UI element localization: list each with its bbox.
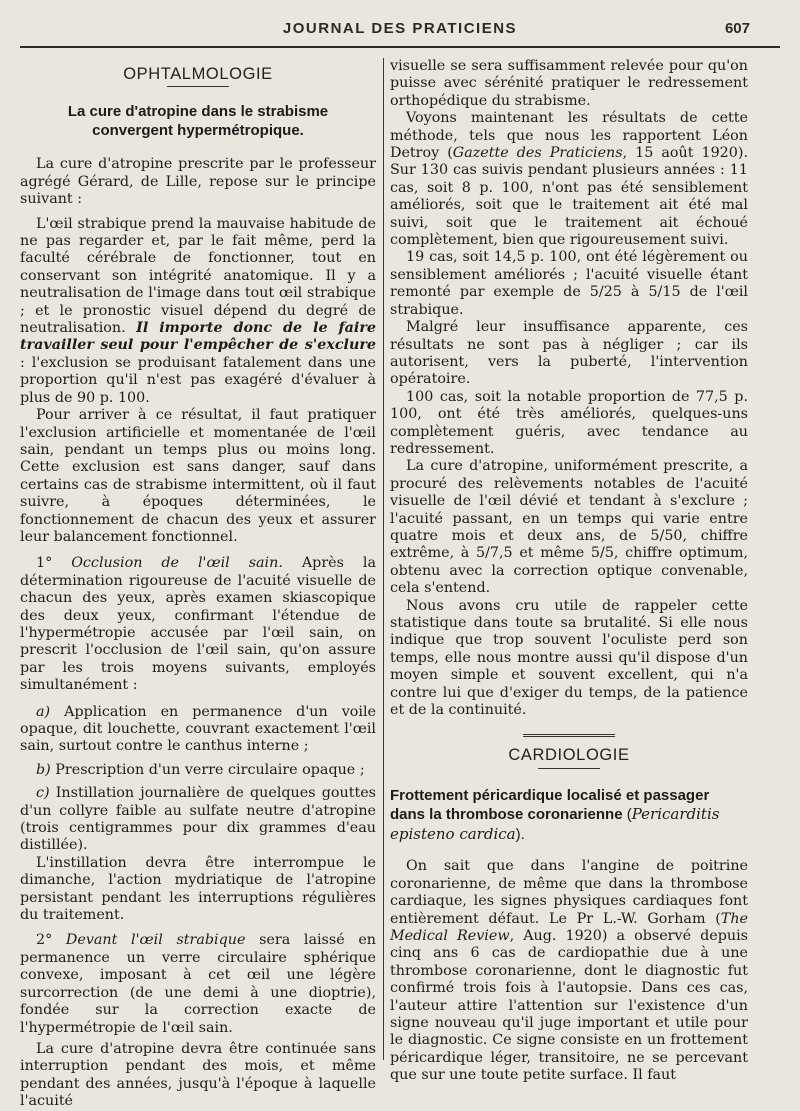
paragraph: Pour arriver à ce résultat, il faut pratiquer l'exclusion artificielle et momentanée de l'œil sain, pendant un temps plus ou moins long. Cette exclusion est sans danger, sauf dans certains cas de strabisme intermittent, où il faut suivre, à époques déterminées, le fonctionnement de chacun des yeux et assurer leur balancement fonctionnel.: [20, 407, 376, 545]
paragraph: 100 cas, soit la notable proportion de 77,5 p. 100, ont été très améliorés, quelques-uns complètement guéris, avec tendance au redressement.: [390, 388, 748, 457]
paragraph: Nous avons cru utile de rappeler cette statistique dans toute sa brutalité. Si elle nous indique que trop souvent l'oculiste perd son temps, elle nous montre aussi qu'il dispose d'un moyen simple et souvent excellent, qui n'a contre lui que d'exiger du temps, de la patience et de la continuité.: [390, 597, 748, 719]
article-title-frottement: Frottement péricardique localisé et passager dans la thrombose coronarienne (Pericarditis episteno cardica).: [390, 786, 720, 843]
subheading-occlusion: Occlusion de l'œil sain.: [71, 555, 283, 572]
column-divider: [383, 58, 384, 1060]
section-heading-ophtalmologie: OPHTALMOLOGIE: [123, 65, 273, 83]
paragraph: 2° Devant l'œil strabique sera laissé en permanence un verre circulaire sphérique convexe, imposant à cet œil une légère surcorrection (de une demi à une dioptrie), fondée sur la correction exacte de l'hypermétropie de l'œil sain.: [20, 932, 376, 1036]
paragraph: La cure d'atropine prescrite par le professeur agrégé Gérard, de Lille, repose sur le principe suivant :: [20, 156, 376, 208]
paragraph: L'instillation devra être interrompue le dimanche, l'action mydriatique de l'atropine persistant pendant les interruptions régulières du traitement.: [20, 854, 376, 924]
paragraph: La cure d'atropine, uniformément prescrite, a procuré des relèvements notables de l'acuité visuelle de l'œil dévié et tendant à s'exclure ; l'acuité passant, en un temps qui varie entre quatre mois et deux ans, de 5/50, chiffre extrême, à 5/7,5 et même 5/5, chiffre optimum, obtenu avec la correction optique convenable, cela s'entend.: [390, 458, 748, 597]
list-item-c: c) Instillation journalière de quelques gouttes d'un collyre faible au sulfate neutre d'atropine (trois centigrammes pour dix grammes d'eau distillée).: [20, 785, 376, 854]
paragraph: Malgré leur insuffisance apparente, ces résultats ne sont pas à négliger ; car ils autorisent, vers la puberté, l'intervention opératoire.: [390, 319, 748, 388]
paragraph: L'œil strabique prend la mauvaise habitude de ne pas regarder et, par le fait même, perd la faculté cérébrale de fonctionner, tout en conservant son intégrité anatomique. Il y a neutralisation de l'image dans tout œil strabique ; et le pronostic visuel dépend du degré de neutralisation. Il importe donc de le faire travailler seul pour l'empêcher de s'exclure : l'exclusion se produisant fatalement dans une proportion qu'il n'est pas exagéré d'évaluer à plus de 90 p. 100.: [20, 215, 376, 406]
paragraph: 19 cas, soit 14,5 p. 100, ont été légèrement ou sensiblement améliorés ; l'acuité visuelle étant remonté par exemple de 5/25 à 5/15 de l'œil strabique.: [390, 249, 748, 318]
paragraph: Voyons maintenant les résultats de cette méthode, tels que nous les rapportent Léon Detroy (Gazette des Praticiens, 15 août 1920). Sur 130 cas suivis pendant plusieurs années : 11 cas, soit 8 p. 100, n'ont pas été sensiblement améliorés, soit que le traitement ait été mal suivi, soit que le traitement ait échoué complètement, bien que rigoureusement suivi.: [390, 110, 748, 249]
paragraph: 1° Occlusion de l'œil sain. Après la détermination rigoureuse de l'acuité visuelle de chacun des yeux, après examen skiascopique des deux yeux, confirmant l'étendue de l'hypermétropie accusée par l'œil sain, on prescrit l'occlusion de l'œil sain, qu'on assure par les trois moyens suivants, employés simultanément :: [20, 555, 376, 694]
citation: Gazette des Praticiens: [452, 145, 623, 162]
left-column: [20, 58, 376, 1111]
list-item-a: a) Application en permanence d'un voile opaque, dit louchette, couvrant exactement l'œil sain, surtout contre le canthus interne ;: [20, 703, 376, 755]
page-header: [20, 18, 780, 44]
header-rule: [20, 46, 780, 48]
right-column: [390, 58, 748, 1085]
page-number: 607: [724, 20, 750, 37]
paragraph: visuelle se sera suffisamment relevée pour qu'on puisse avec sérénité pratiquer le redressement orthopédique du strabisme.: [390, 58, 748, 109]
citation: The Medical Review: [390, 910, 748, 944]
paragraph: On sait que dans l'angine de poitrine coronarienne, de même que dans la thrombose cardiaque, les signes physiques cardiaques font entièrement défaut. Le Pr L.-W. Gorham (The Medical Review, Aug. 1920) a observé depuis cinq ans 6 cas de cardiopathie due à une thrombose coronarienne, dont le diagnostic fut confirmé trois fois à l'autopsie. Dans ces cas, l'auteur attire l'attention sur l'existence d'un signe nouveau qu'il juge important et utile pour le diagnostic. Ce signe consiste en un frottement péricardique léger, transitoire, ne se percevant que sur une toute petite surface. Il faut: [390, 858, 749, 1084]
journal-title: JOURNAL DES PRATICIENS: [282, 20, 518, 37]
subheading-oeil-strabique: Devant l'œil strabique: [65, 932, 246, 949]
article-title-atropine: La cure d'atropine dans le strabisme convergent hypermétropique.: [67, 103, 329, 139]
emphasis-text: Il importe donc de le faire travailler seul pour l'empêcher de s'exclure: [20, 320, 376, 354]
list-item-b: b) Prescription d'un verre circulaire opaque ;: [36, 761, 365, 778]
paragraph: La cure d'atropine devra être continuée sans interruption pendant des mois, et même pendant des années, jusqu'à l'époque à laquelle l'acuité: [20, 1040, 376, 1110]
section-heading-cardiologie: CARDIOLOGIE: [508, 746, 630, 765]
